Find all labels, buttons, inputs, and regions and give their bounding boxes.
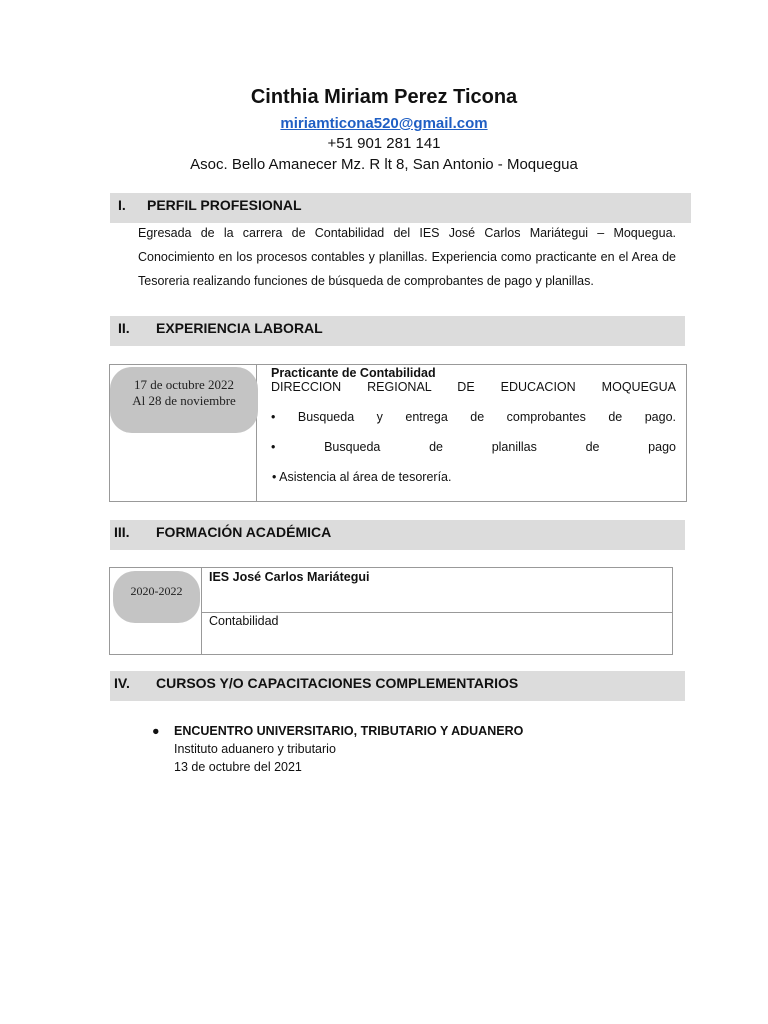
section-number: IV. [114,675,130,691]
experience-start-date: 17 de octubre 2022 [133,377,234,392]
table-divider [201,612,672,613]
address: Asoc. Bello Amanecer Mz. R lt 8, San Antonio - Moquegua [190,156,578,173]
education-years-badge: 2020-2022 [113,571,200,623]
section-title: CURSOS Y/O CAPACITACIONES COMPLEMENTARIOS [156,675,519,691]
course-provider: Instituto aduanero y tributario [174,742,336,756]
experience-end-date: Al 28 de noviembre [132,393,236,408]
section-title: PERFIL PROFESIONAL [147,197,302,213]
section-header-profile [110,193,691,223]
experience-duty: • Busqueda y entrega de comprobantes de pago. [271,410,676,424]
experience-role: Practicante de Contabilidad [271,366,436,380]
email-link[interactable]: miriamticona520@gmail.com [280,115,488,132]
profile-text: Egresada de la carrera de Contabilidad del IES José Carlos Mariátegui – Moquegua. Conocimiento en los procesos contables y planillas. Experiencia como practicante en el Area de Tesoreria realizando funciones de búsqueda de comprobantes de pago y planillas. [138,226,676,288]
phone-number: +51 901 281 141 [327,135,441,152]
course-title: ENCUENTRO UNIVERSITARIO, TRIBUTARIO Y ADUANERO [174,724,524,738]
experience-organization: DIRECCION REGIONAL DE EDUCACION MOQUEGUA [271,380,676,394]
education-institution: IES José Carlos Mariátegui [209,570,370,584]
section-title: EXPERIENCIA LABORAL [156,320,323,336]
bullet-icon: ● [152,724,160,738]
section-header-education [110,520,685,550]
section-number: II. [118,320,130,336]
section-header-experience [110,316,685,346]
experience-date-badge [110,367,258,433]
experience-details [271,364,676,484]
course-date: 13 de octubre del 2021 [174,760,302,774]
education-program: Contabilidad [209,614,279,628]
section-number: III. [114,524,130,540]
section-number: I. [118,197,126,213]
experience-duty: • Busqueda de planillas de pago [271,440,676,454]
section-header-courses [110,671,685,701]
section-title: FORMACIÓN ACADÉMICA [156,524,332,540]
experience-duty: • Asistencia al área de tesorería. [272,470,452,484]
candidate-name: Cinthia Miriam Perez Ticona [250,86,518,108]
table-divider [201,567,202,654]
